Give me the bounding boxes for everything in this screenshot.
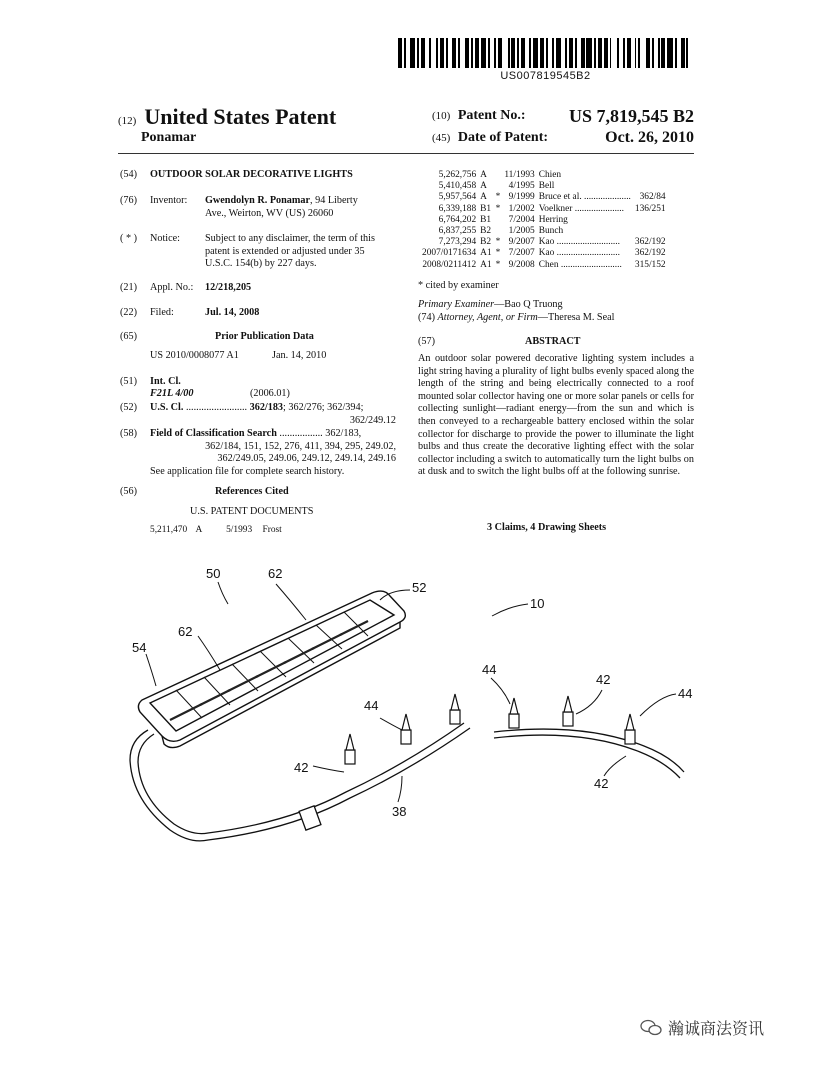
reference-star <box>494 226 503 237</box>
prior-pub-number: US 2010/0008077 A1 <box>150 350 239 361</box>
field-search-dots: ................. <box>279 428 323 439</box>
reference-name: Chien <box>538 170 562 180</box>
label-10: 10 <box>530 596 545 611</box>
reference-name: Kao ........................... <box>538 248 620 259</box>
reference-kind: B2 <box>480 226 492 237</box>
inventor-info <box>205 195 358 220</box>
attorney-label: Attorney, Agent, or Firm <box>437 312 538 323</box>
reference-cls <box>633 181 668 192</box>
reference-kind: A <box>480 192 487 203</box>
reference-date: 9/1999 <box>508 192 535 203</box>
code-22: (22) <box>120 307 137 318</box>
reference-row <box>420 192 668 203</box>
cited-by-examiner: * cited by examiner <box>418 280 499 291</box>
reference-kind: B1 <box>480 203 492 214</box>
reference-cls <box>633 170 668 181</box>
code-45: (45) <box>432 132 451 144</box>
reference-date: 7/2004 <box>508 214 535 225</box>
label-50: 50 <box>206 566 221 581</box>
reference-date: 7/2007 <box>508 248 535 259</box>
light-string-right <box>494 729 684 778</box>
code-51: (51) <box>120 376 137 387</box>
reference-cls: 315/152 <box>634 259 666 270</box>
reference-num: 2007/0171634 <box>422 248 477 259</box>
reference-star: * <box>495 259 501 270</box>
us-cl <box>150 402 396 427</box>
label-62a: 62 <box>268 566 283 581</box>
reference-cls: 136/251 <box>634 203 666 214</box>
us-cl-line-2: 362/249.12 <box>349 414 396 426</box>
reference-cls <box>633 226 668 237</box>
wechat-icon <box>640 1019 662 1037</box>
us-cl-label: U.S. Cl. <box>150 402 184 413</box>
reference-num: 5,957,564 <box>438 192 477 203</box>
inventor-name: Gwendolyn R. Ponamar <box>205 195 310 206</box>
reference-num: 6,764,202 <box>438 214 477 225</box>
label-44a: 44 <box>364 698 379 713</box>
reference-date: 11/1993 <box>504 170 535 180</box>
ref-kind: A <box>195 525 202 535</box>
reference-date: 9/2008 <box>508 259 535 270</box>
int-cl-year: (2006.01) <box>250 388 290 399</box>
reference-star: * <box>495 203 501 214</box>
reference-star: * <box>495 192 501 203</box>
us-cl-main: 362/183 <box>249 402 284 413</box>
power-cord <box>130 723 470 841</box>
reference-name: Kao ........................... <box>538 237 620 248</box>
label-42b: 42 <box>596 672 611 687</box>
notice-line-1: Subject to any disclaimer, the term of this <box>205 233 375 244</box>
reference-name: Bruce et al. .................... <box>538 192 631 203</box>
code-54: (54) <box>120 169 137 180</box>
date-row <box>432 130 694 146</box>
reference-row <box>420 170 668 181</box>
reference-num: 7,273,294 <box>438 237 477 248</box>
reference-name: Herring <box>538 214 568 225</box>
label-42c: 42 <box>594 776 609 791</box>
reference-num: 6,339,188 <box>438 203 477 214</box>
reference-kind: A <box>480 181 487 192</box>
us-patent-docs: U.S. PATENT DOCUMENTS <box>190 506 314 517</box>
patent-heading <box>118 104 336 130</box>
patent-number-row <box>432 108 694 124</box>
prior-pub-heading: Prior Publication Data <box>215 331 314 342</box>
reference-date: 4/1995 <box>508 181 535 192</box>
barcode-number: US007819545B2 <box>500 70 591 82</box>
reference-name: Bell <box>538 181 555 192</box>
reference-row <box>420 226 668 237</box>
abstract-heading: ABSTRACT <box>525 336 581 347</box>
patent-number-label: Patent No.: <box>457 108 526 123</box>
code-76: (76) <box>120 195 137 206</box>
ref-num: 5,211,470 <box>150 525 188 535</box>
inventor-address-2: Ave., Weirton, WV (US) 26060 <box>205 207 334 219</box>
inventor-surname: Ponamar <box>141 130 197 145</box>
field-search-label: Field of Classification Search <box>150 428 277 439</box>
field-search-line-3: 362/249.05, 249.06, 249.12, 249.14, 249.16 <box>217 453 396 465</box>
notice-line-3: U.S.C. 154(b) by 227 days. <box>205 258 317 270</box>
reference-row <box>420 237 668 248</box>
reference-name: Bunch <box>538 226 564 237</box>
label-54: 54 <box>132 640 147 655</box>
reference-row <box>420 215 668 226</box>
date-label: Date of Patent: <box>457 130 549 145</box>
us-cl-dots: ........................ <box>185 402 248 413</box>
solar-collector <box>138 591 405 748</box>
reference-date: 9/2007 <box>508 237 535 248</box>
reference-num: 5,410,458 <box>438 181 477 192</box>
reference-row <box>420 181 668 192</box>
watermark-text: 瀚诚商法资讯 <box>668 1019 765 1038</box>
int-cl-label: Int. Cl. <box>150 376 181 387</box>
ref-date: 5/1993 <box>226 525 253 535</box>
invention-title: OUTDOOR SOLAR DECORATIVE LIGHTS <box>150 169 353 180</box>
examiner-label: Primary Examiner <box>418 299 495 310</box>
notice-label: Notice: <box>150 233 180 244</box>
ref-name: Frost <box>262 525 282 535</box>
prior-pub-date: Jan. 14, 2010 <box>272 350 327 361</box>
label-44b: 44 <box>482 662 497 677</box>
attorney <box>418 312 614 325</box>
abstract-text: An outdoor solar powered decorative lighting system includes a light string having a plurality of light bulbs evenly spaced along the length of the string and being electrically connected to a roof mounted solar collector having one or more solar panels or cells for collecting sunlight—radiant energy—from the sun and which is then conveyed to a rechargeable battery enclosed within the solar collector for discharge to provide the power to illuminate the light bulbs and thus create the decorative lighting effect with the solar collector including a switch to automatically turn the light bulbs on at dusk and to switch the light bulbs off at the following sunrise. <box>418 353 694 478</box>
appl-no: 12/218,205 <box>205 282 252 293</box>
examiner-name: —Bao Q Truong <box>494 299 563 310</box>
document-title: United States Patent <box>144 104 337 129</box>
reference-star: * <box>495 237 501 248</box>
code-21: (21) <box>120 282 137 293</box>
reference-kind: A <box>480 170 487 180</box>
notice-line-2: patent is extended or adjusted under 35 <box>205 245 365 257</box>
notice-text <box>205 233 397 271</box>
reference-name: Voelkner ..................... <box>538 203 624 214</box>
reference-kind: B2 <box>480 237 492 248</box>
filed-label: Filed: <box>150 307 174 318</box>
reference-row <box>420 260 668 271</box>
code-52: (52) <box>120 402 137 413</box>
code-notice: ( * ) <box>120 233 137 244</box>
reference-star <box>494 181 503 192</box>
inventor-address-1: , 94 Liberty <box>310 195 358 206</box>
references-table <box>420 170 668 271</box>
reference-kind: A1 <box>480 248 492 259</box>
code-74: (74) <box>418 312 435 323</box>
reference-num: 6,837,255 <box>438 226 477 237</box>
code-12: (12) <box>118 115 137 127</box>
reference-star <box>494 215 503 226</box>
field-search-value-1: 362/183, <box>325 428 362 439</box>
label-52: 52 <box>412 580 427 595</box>
watermark <box>640 1016 764 1039</box>
label-42a: 42 <box>294 760 309 775</box>
int-cl-class: F21L 4/00 <box>150 388 194 399</box>
code-58: (58) <box>120 428 137 439</box>
barcode <box>398 38 693 68</box>
references-heading: References Cited <box>215 486 289 497</box>
reference-row <box>420 248 668 259</box>
code-10: (10) <box>432 110 451 122</box>
reference-row <box>420 204 668 215</box>
inventor-label: Inventor: <box>150 195 188 206</box>
reference-cls <box>633 215 668 226</box>
filed-date: Jul. 14, 2008 <box>205 307 260 318</box>
field-of-search <box>150 428 396 478</box>
reference-kind: B1 <box>480 214 492 225</box>
ref-row-left <box>150 524 282 537</box>
appl-no-label: Appl. No.: <box>150 282 194 293</box>
reference-date: 1/2002 <box>508 203 535 214</box>
reference-cls: 362/192 <box>634 237 666 248</box>
reference-cls: 362/192 <box>634 248 666 259</box>
reference-cls: 362/84 <box>639 192 666 203</box>
claims-summary: 3 Claims, 4 Drawing Sheets <box>487 522 607 533</box>
reference-num: 2008/0211412 <box>422 259 477 270</box>
label-38: 38 <box>392 804 407 819</box>
primary-examiner <box>418 299 563 312</box>
field-search-line-4: See application file for complete search history. <box>150 465 345 477</box>
reference-kind: A1 <box>480 259 492 270</box>
label-62b: 62 <box>178 624 193 639</box>
reference-num: 5,262,756 <box>438 170 477 180</box>
code-65: (65) <box>120 331 137 342</box>
reference-name: Chen .......................... <box>538 259 622 270</box>
patent-number: US 7,819,545 B2 <box>568 106 694 126</box>
code-56: (56) <box>120 486 137 497</box>
reference-star: * <box>495 248 501 259</box>
patent-date: Oct. 26, 2010 <box>605 129 694 146</box>
patent-drawing <box>110 560 710 850</box>
label-44c: 44 <box>678 686 693 701</box>
reference-star <box>494 170 503 181</box>
attorney-name: —Theresa M. Seal <box>537 312 615 323</box>
us-cl-rest: ; 362/276; 362/394; <box>283 402 364 413</box>
header-rule <box>118 153 694 154</box>
field-search-line-2: 362/184, 151, 152, 276, 411, 394, 295, 249.02, <box>205 440 396 452</box>
code-57: (57) <box>418 336 435 347</box>
reference-date: 1/2005 <box>508 226 535 237</box>
